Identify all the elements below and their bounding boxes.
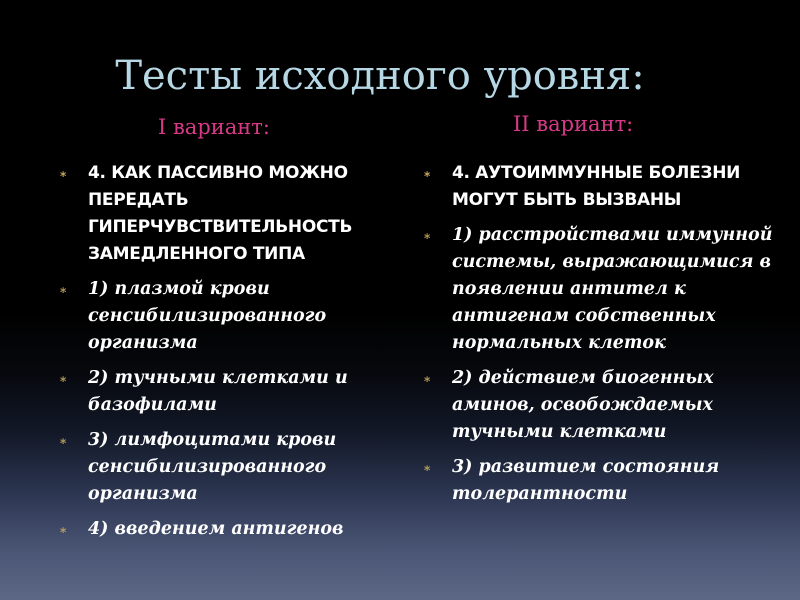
four-point-star-icon: ⁎	[424, 166, 430, 180]
answer-text: 1) плазмой крови сенсибилизированного организма	[88, 279, 327, 353]
four-point-star-icon: ⁎	[60, 433, 67, 447]
variant-2-question	[424, 160, 774, 214]
variant-1-answer-2	[60, 365, 390, 419]
variant-1-answer-1	[60, 276, 390, 357]
variant-1-question	[60, 160, 390, 268]
variant-2-list	[424, 160, 774, 516]
variant-1-answer-4	[60, 516, 390, 543]
variant-2-heading: II вариант:	[513, 112, 634, 136]
variant-1-list	[60, 160, 390, 551]
answer-text: 4) введением антигенов	[88, 519, 344, 539]
variant-2-answer-1	[424, 222, 774, 357]
variant-1-answer-3	[60, 427, 390, 508]
answer-text: 3) лимфоцитами крови сенсибилизированного организма	[88, 430, 337, 504]
variant-1-heading: I вариант:	[158, 115, 270, 139]
answer-text: 1) расстройствами иммунной системы, выражающимися в появлении антител к антигенам собственных нормальных клеток	[452, 225, 773, 353]
variant-2-answer-2	[424, 365, 774, 446]
variant-2-answer-3	[424, 454, 774, 508]
four-point-star-icon: ⁎	[424, 371, 431, 385]
answer-text: 3) развитием состояния толерантности	[452, 457, 720, 504]
slide-title: Тесты исходного уровня:	[115, 53, 645, 99]
four-point-star-icon: ⁎	[60, 166, 66, 180]
four-point-star-icon: ⁎	[424, 460, 431, 474]
four-point-star-icon: ⁎	[60, 522, 67, 536]
four-point-star-icon: ⁎	[60, 371, 67, 385]
question-text: 4. КАК ПАССИВНО МОЖНО ПЕРЕДАТЬ ГИПЕРЧУВСТВИТЕЛЬНОСТЬ ЗАМЕДЛЕННОГО ТИПА	[88, 163, 353, 264]
answer-text: 2) действием биогенных аминов, освобождаемых тучными клетками	[452, 368, 714, 442]
four-point-star-icon: ⁎	[60, 282, 67, 296]
answer-text: 2) тучными клетками и базофилами	[88, 368, 348, 415]
question-text: 4. АУТОИММУННЫЕ БОЛЕЗНИ МОГУТ БЫТЬ ВЫЗВАНЫ	[452, 163, 741, 210]
four-point-star-icon: ⁎	[424, 228, 431, 242]
